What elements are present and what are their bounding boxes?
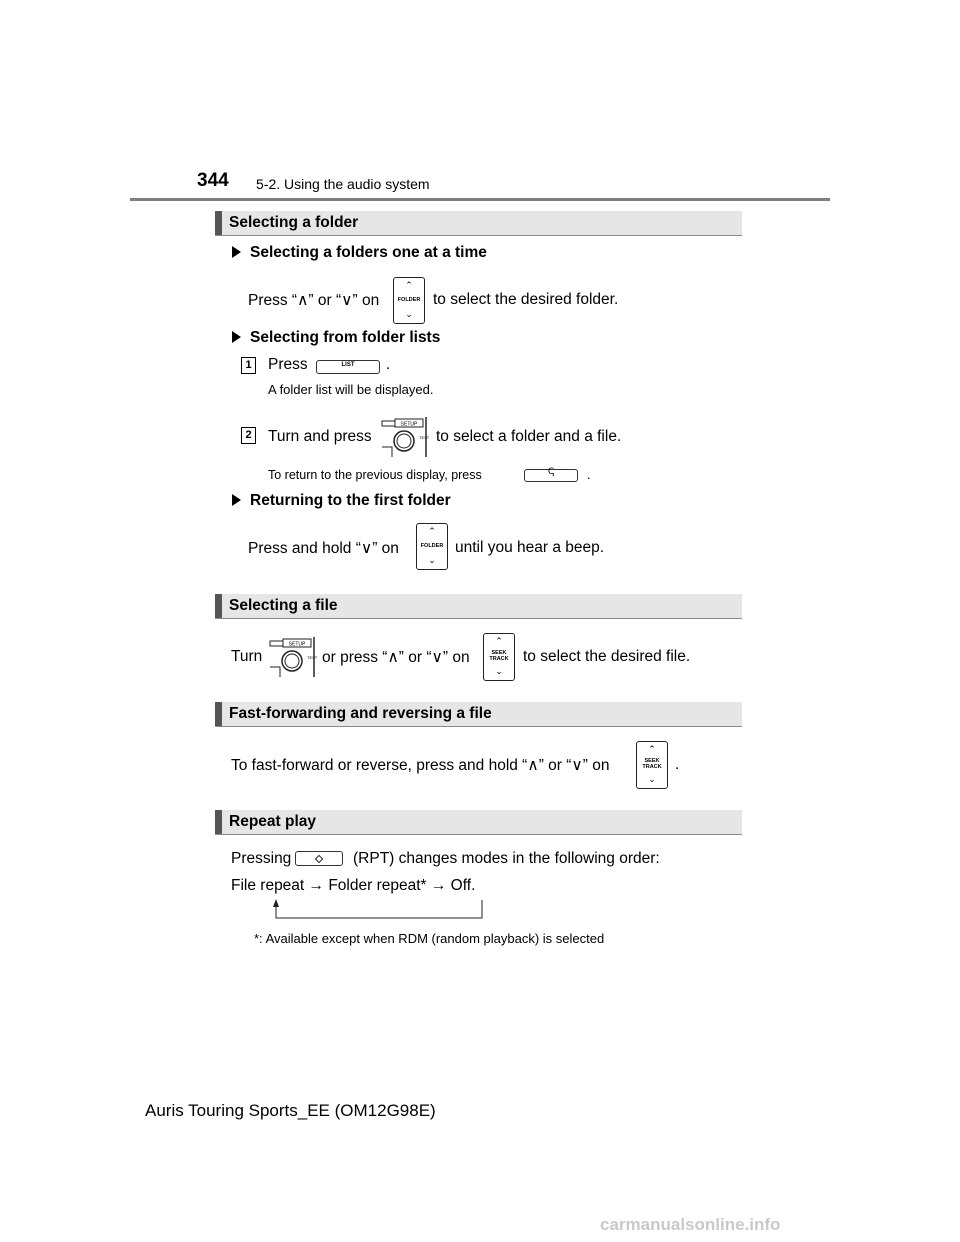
back-button-icon: ↅ [524, 469, 578, 482]
instruction-text: to select the desired file. [523, 648, 691, 665]
instruction-text: . [386, 356, 391, 373]
instruction-text: To fast-forward or reverse, press and hold “∧” or “∨” on [231, 757, 610, 774]
step-number: 2 [241, 427, 256, 444]
knob-setup-label: SETUP [400, 421, 418, 428]
instruction-text: Pressing [231, 850, 292, 867]
instruction-text: to select a folder and a file. [436, 428, 622, 445]
section-heading-repeat [215, 810, 742, 835]
page-number: 344 [197, 170, 229, 191]
subheading-return-first: Returning to the first folder [232, 492, 451, 510]
step-number: 1 [241, 357, 256, 374]
header-rule [130, 198, 830, 201]
note-text: . [587, 468, 591, 482]
knob-text-label: TEXT [307, 655, 318, 660]
list-button-icon: LIST [316, 360, 380, 374]
instruction-text: Press [268, 356, 308, 373]
seek-track-button-icon: ⌃ SEEK TRACK ⌄ [483, 633, 515, 681]
repeat-order: File repeat → Folder repeat* → Off. [231, 877, 476, 894]
instruction-text: to select the desired folder. [433, 291, 619, 308]
heading-text: Repeat play [229, 813, 317, 830]
knob-setup-label: SETUP [288, 641, 306, 648]
instruction-text: Turn and press [268, 428, 372, 445]
heading-text: Selecting a folder [229, 214, 359, 231]
instruction-text: Press “∧” or “∨” on [248, 292, 380, 309]
section-title: 5-2. Using the audio system [256, 176, 430, 192]
watermark: carmanualsonline.info [600, 1215, 781, 1234]
instruction-text: until you hear a beep. [455, 539, 605, 556]
subheading-one-at-a-time: Selecting a folders one at a time [232, 244, 487, 262]
tune-knob-icon [380, 417, 428, 457]
knob-text-label: TEXT [419, 435, 430, 440]
seek-track-button-icon: ⌃ SEEK TRACK ⌄ [636, 741, 668, 789]
folder-button-icon: ⌃ FOLDER ⌄ [393, 277, 425, 324]
instruction-text: . [675, 756, 680, 773]
instruction-text: or press “∧” or “∨” on [322, 649, 470, 666]
instruction-text: Press and hold “∨” on [248, 540, 399, 557]
heading-text: Selecting a file [229, 597, 338, 614]
section-heading-file [215, 594, 742, 619]
tune-knob-icon [268, 637, 316, 677]
instruction-text: (RPT) changes modes in the following order: [353, 850, 660, 867]
instruction-text: Turn [231, 648, 263, 665]
footnote: *: Available except when RDM (random playback) is selected [254, 931, 605, 946]
rpt-button-icon [295, 851, 343, 866]
repeat-cycle-arrow-icon [270, 898, 486, 920]
heading-text: Fast-forwarding and reversing a file [229, 705, 492, 722]
section-heading-folder [215, 211, 742, 236]
note-text: A folder list will be displayed. [268, 382, 434, 397]
folder-button-icon: ⌃ FOLDER ⌄ [416, 523, 448, 570]
section-heading-fast [215, 702, 742, 727]
note-text: To return to the previous display, press [268, 468, 482, 482]
subheading-from-list: Selecting from folder lists [232, 329, 440, 347]
manual-title: Auris Touring Sports_EE (OM12G98E) [145, 1101, 436, 1120]
